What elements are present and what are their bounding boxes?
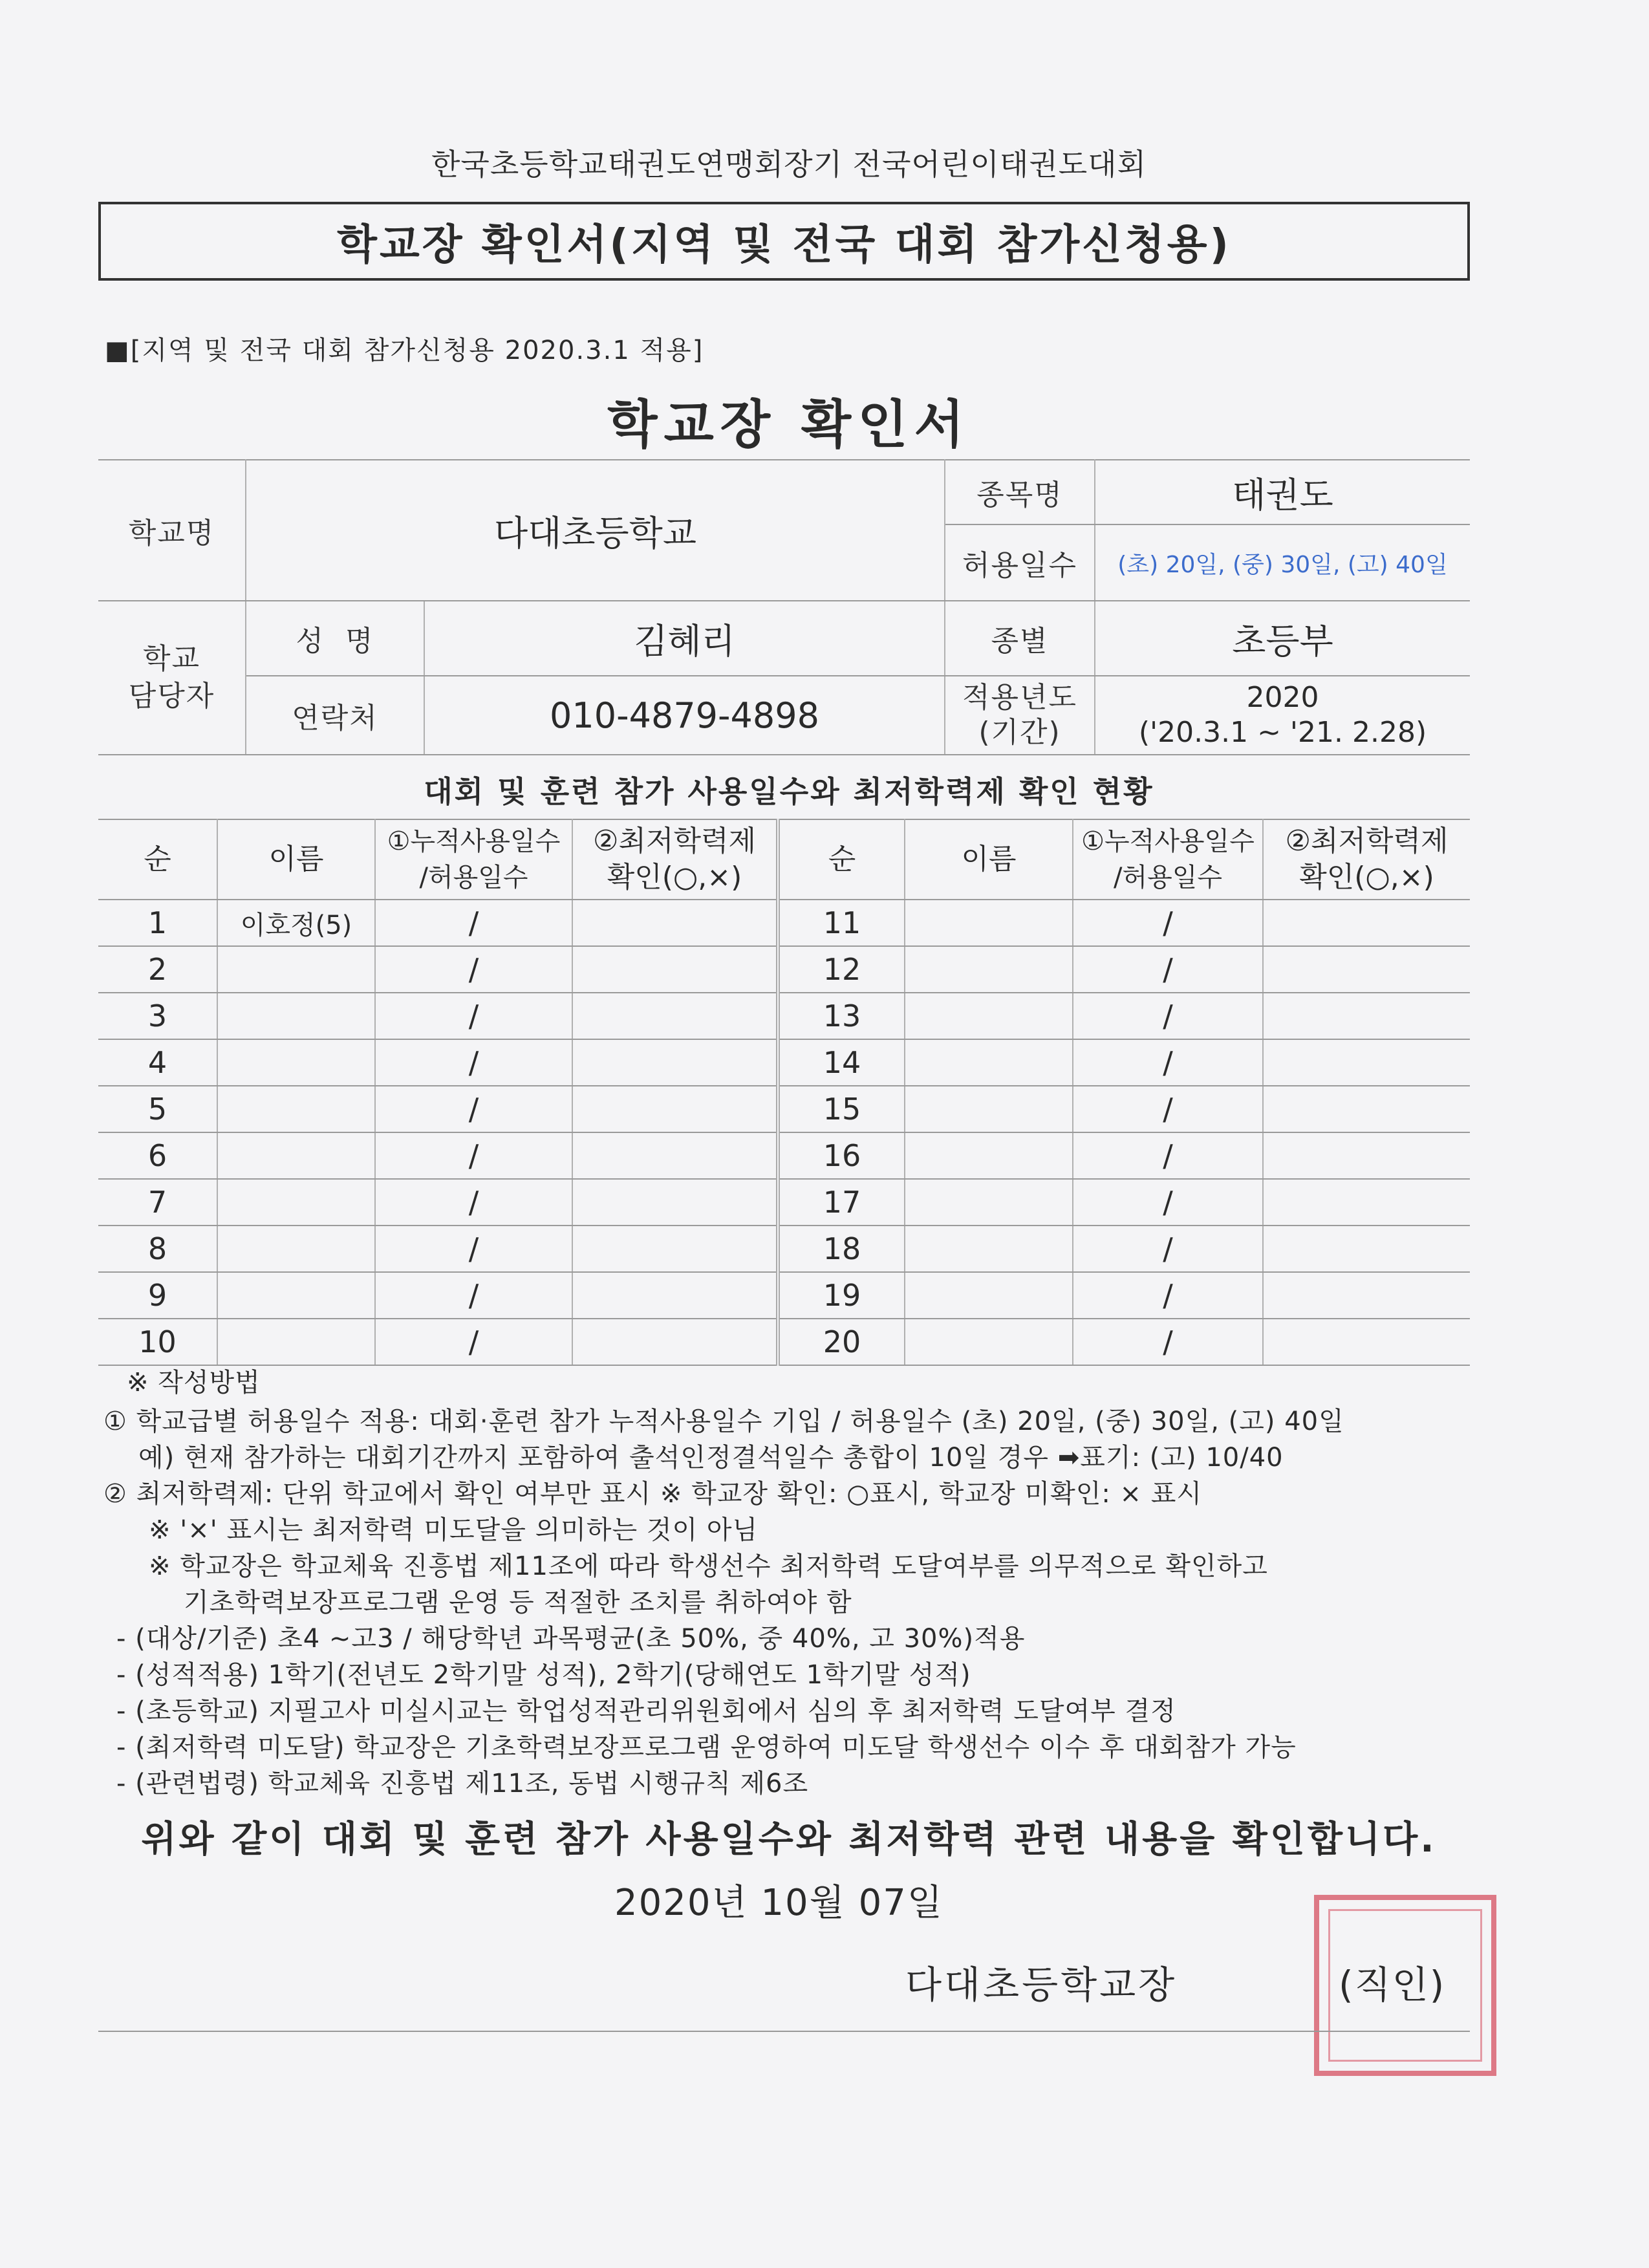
table-row [98,946,1470,993]
sport-label: 종목명 [945,460,1095,524]
used-days-cell: / [1073,1132,1263,1179]
used-days-cell: / [1073,1039,1263,1086]
student-name-cell [905,1132,1073,1179]
student-name-cell [905,900,1073,946]
table-row [98,900,1470,946]
row-number: 20 [778,1319,905,1365]
contact-phone-label: 연락처 [246,676,424,755]
min-achievement-check-cell [1263,1086,1470,1132]
row-number: 19 [778,1272,905,1319]
col-check-header: ②최저학력제 확인(○,×) [572,819,778,900]
form-title: 학교장 확인서(지역 및 전국 대회 참가신청용) [98,202,1470,281]
row-number: 13 [778,993,905,1039]
school-name-value: 다대초등학교 [246,460,945,601]
table-row [98,993,1470,1039]
used-days-cell: / [375,900,572,946]
row-number: 1 [98,900,217,946]
col-check-header: ②최저학력제 확인(○,×) [1263,819,1470,900]
student-name-cell [217,1272,375,1319]
table-row [98,1132,1470,1179]
row-number: 11 [778,900,905,946]
row-number: 14 [778,1039,905,1086]
table-row [98,1039,1470,1086]
school-contact-label: 학교 담당자 [98,601,246,755]
used-days-cell: / [1073,1179,1263,1226]
used-days-cell: / [1073,900,1263,946]
student-name-cell [905,1226,1073,1272]
table-row [98,1319,1470,1365]
used-days-cell: / [375,1272,572,1319]
row-number: 16 [778,1132,905,1179]
min-achievement-check-cell [1263,1179,1470,1226]
row-number: 15 [778,1086,905,1132]
method-line: ※ '×' 표시는 최저학력 미도달을 의미하는 것이 아님 [149,1515,759,1545]
issue-date: 2020년 10월 07일 [614,1882,943,1924]
school-name-label: 학교명 [98,460,246,601]
student-name-cell [217,1039,375,1086]
used-days-cell: / [1073,1272,1263,1319]
row-number: 9 [98,1272,217,1319]
min-achievement-check-cell [572,1132,778,1179]
min-achievement-check-cell [572,1226,778,1272]
min-achievement-check-cell [1263,993,1470,1039]
used-days-cell: / [375,1086,572,1132]
method-line: - (성적적용) 1학기(전년도 2학기말 성적), 2학기(당해연도 1학기말 성적) [116,1660,971,1690]
applicable-note: ■[지역 및 전국 대회 참가신청용 2020.3.1 적용] [105,336,704,365]
min-achievement-check-cell [1263,1226,1470,1272]
used-days-cell: / [375,1132,572,1179]
student-name-cell [905,1039,1073,1086]
contact-name-label: 성 명 [246,601,424,676]
used-days-cell: / [1073,993,1263,1039]
method-line: 기초학력보장프로그램 운영 등 적절한 조치를 취하여야 함 [184,1588,852,1617]
contact-phone-value: 010-4879-4898 [424,676,945,755]
col-no-header: 순 [778,819,905,900]
col-days-header: ①누적사용일수 /허용일수 [375,819,572,900]
min-achievement-check-cell [572,1272,778,1319]
principal-title: 다대초등학교장 [905,1963,1178,2007]
row-number: 18 [778,1226,905,1272]
min-achievement-check-cell [1263,1039,1470,1086]
used-days-cell: / [375,1226,572,1272]
row-number: 6 [98,1132,217,1179]
used-days-cell: / [1073,1086,1263,1132]
method-line: - (관련법령) 학교체육 진흥법 제11조, 동법 시행규칙 제6조 [116,1769,809,1798]
min-achievement-check-cell [1263,1272,1470,1319]
method-line: - (최저학력 미도달) 학교장은 기초학력보장프로그램 운영하여 미도달 학생선수 이수 후 대회참가 가능 [116,1733,1297,1762]
row-number: 12 [778,946,905,993]
sport-value: 태권도 [1095,460,1470,524]
used-days-cell: / [375,1179,572,1226]
row-number: 2 [98,946,217,993]
confirmation-sentence: 위와 같이 대회 및 훈련 참가 사용일수와 최저학력 관련 내용을 확인합니다. [141,1819,1437,1861]
allowed-days-value: (초) 20일, (중) 30일, (고) 40일 [1095,524,1470,601]
method-heading: ※ 작성방법 [127,1368,261,1398]
method-line: ※ 학교장은 학교체육 진흥법 제11조에 따라 학생선수 최저학력 도달여부를 의무적으로 확인하고 [149,1551,1268,1581]
min-achievement-check-cell [572,1179,778,1226]
col-days-header: ①누적사용일수 /허용일수 [1073,819,1263,900]
seal-label: (직인) [1339,1963,1446,2007]
method-line: - (초등학교) 지필고사 미실시교는 학업성적관리위원회에서 심의 후 최저학력 도달여부 결정 [116,1696,1176,1726]
min-achievement-check-cell [572,900,778,946]
table-row [98,1179,1470,1226]
roster-table [98,819,1470,1366]
student-name-cell [217,1179,375,1226]
student-name-cell [905,946,1073,993]
bottom-divider [98,2031,1470,2032]
method-line: 예) 현재 참가하는 대회기간까지 포함하여 출석인정결석일수 총합이 10일 경우 ➡표기: (고) 10/40 [138,1443,1284,1473]
row-number: 5 [98,1086,217,1132]
used-days-cell: / [375,993,572,1039]
student-name-cell [217,1226,375,1272]
student-name-cell [217,993,375,1039]
event-title: 한국초등학교태권도연맹회장기 전국어린이태권도대회 [431,147,1147,182]
roster-heading: 대회 및 훈련 참가 사용일수와 최저학력제 확인 현황 [424,774,1154,809]
division-label: 종별 [945,601,1095,676]
min-achievement-check-cell [572,946,778,993]
used-days-cell: / [375,1039,572,1086]
table-row [98,1086,1470,1132]
student-name-cell [217,946,375,993]
col-name-header: 이름 [905,819,1073,900]
min-achievement-check-cell [572,1039,778,1086]
year-label: 적용년도 (기간) [945,676,1095,755]
year-value: 2020 ('20.3.1 ~ '21. 2.28) [1095,676,1470,755]
min-achievement-check-cell [572,993,778,1039]
col-no-header: 순 [98,819,217,900]
table-row [98,1226,1470,1272]
document-heading: 학교장 확인서 [607,394,971,455]
school-info-table [98,459,1470,755]
used-days-cell: / [1073,1226,1263,1272]
table-row [98,1272,1470,1319]
method-line: - (대상/기준) 초4 ~고3 / 해당학년 과목평균(초 50%, 중 40%, 고 30%)적용 [116,1624,1026,1654]
used-days-cell: / [1073,946,1263,993]
row-number: 3 [98,993,217,1039]
method-line: ② 최저학력제: 단위 학교에서 확인 여부만 표시 ※ 학교장 확인: ○표시, 학교장 미확인: × 표시 [103,1479,1203,1509]
student-name-cell [217,1132,375,1179]
used-days-cell: / [375,1319,572,1365]
student-name-cell [905,1086,1073,1132]
used-days-cell: / [1073,1319,1263,1365]
min-achievement-check-cell [1263,946,1470,993]
row-number: 4 [98,1039,217,1086]
method-line: ① 학교급별 허용일수 적용: 대회·훈련 참가 누적사용일수 기입 / 허용일수 (초) 20일, (중) 30일, (고) 40일 [103,1407,1344,1436]
min-achievement-check-cell [1263,900,1470,946]
student-name-cell [905,1272,1073,1319]
student-name-cell: 이호정(5) [217,900,375,946]
contact-name-value: 김혜리 [424,601,945,676]
student-name-cell [217,1319,375,1365]
division-value: 초등부 [1095,601,1470,676]
row-number: 8 [98,1226,217,1272]
row-number: 17 [778,1179,905,1226]
student-name-cell [905,993,1073,1039]
student-name-cell [217,1086,375,1132]
min-achievement-check-cell [1263,1319,1470,1365]
min-achievement-check-cell [572,1086,778,1132]
min-achievement-check-cell [572,1319,778,1365]
student-name-cell [905,1319,1073,1365]
row-number: 10 [98,1319,217,1365]
row-number: 7 [98,1179,217,1226]
used-days-cell: / [375,946,572,993]
student-name-cell [905,1179,1073,1226]
allowed-days-label: 허용일수 [945,524,1095,601]
col-name-header: 이름 [217,819,375,900]
min-achievement-check-cell [1263,1132,1470,1179]
